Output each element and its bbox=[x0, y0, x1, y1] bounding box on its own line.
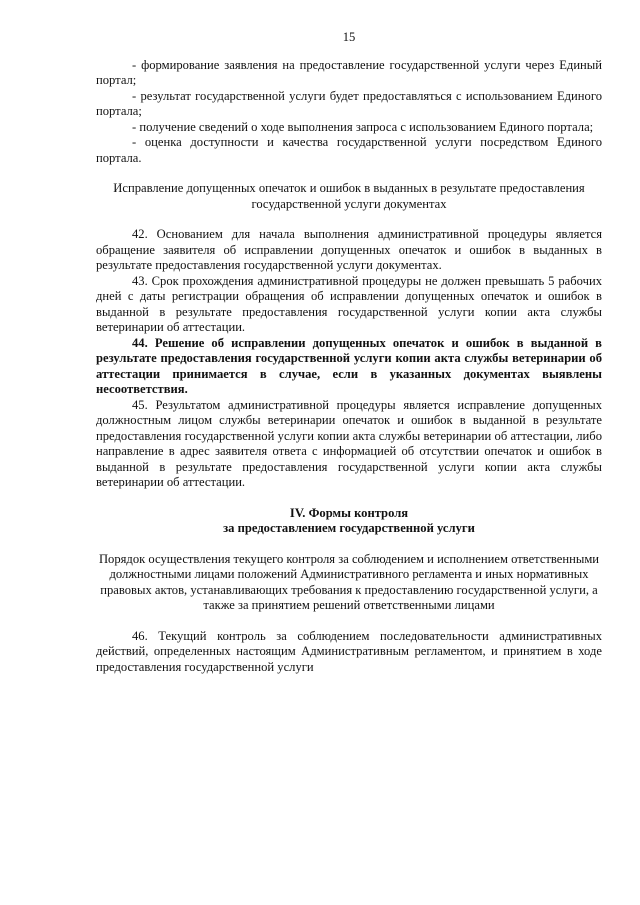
section-title-line-1: IV. Формы контроля bbox=[289, 505, 409, 520]
page-number: 15 bbox=[342, 30, 356, 44]
intro-item-4: - оценка доступности и качества государственной услуги посредством Единого портала. bbox=[96, 135, 602, 165]
subheading-corrections: Исправление допущенных опечаток и ошибок в выданных в результате предоставления государственной услуги документах bbox=[113, 181, 585, 211]
document-page bbox=[96, 30, 602, 675]
paragraph-46: 46. Текущий контроль за соблюдением последовательности административных действий, определенных настоящим Административным регламентом, и принятием в ходе предоставления государственной услуги bbox=[96, 628, 602, 674]
intro-item-3: - получение сведений о ходе выполнения запроса с использованием Единого портала; bbox=[132, 119, 594, 134]
section-title-line-2: за предоставлением государственной услуги bbox=[223, 521, 475, 535]
subheading-control: Порядок осуществления текущего контроля за соблюдением и исполнением ответственными должностными лицами положений Административного регламента и иных нормативных правовых актов, устанавливающих требования к предоставлению государственной услуги, а также за принятием решений ответственными лицами bbox=[98, 551, 600, 612]
paragraph-44: 44. Решение об исправлении допущенных опечаток и ошибок в выданной в результате предоставления государственной услуги копии акта службы ветеринарии об аттестации принимается в случае, если в указанных документах выявлены несоответствия. bbox=[96, 335, 602, 396]
paragraph-45: 45. Результатом административной процедуры является исправление допущенных должностным лицом службы ветеринарии опечаток и ошибок в выданной в результате предоставления государственной услуги копии акта службы ветеринарии об аттестации, либо направление в адрес заявителя ответа с информацией об отсутствии опечаток и ошибок в выданной в результате предоставления государственной услуги копии акта службы ветеринарии об аттестации. bbox=[96, 397, 602, 489]
paragraph-43: 43. Срок прохождения административной процедуры не должен превышать 5 рабочих дней с даты регистрации обращения об исправлении допущенных опечаток и ошибок в выданной в результате предоставления государственной услуги копии акта службы ветеринарии об аттестации. bbox=[96, 273, 602, 334]
paragraph-42: 42. Основанием для начала выполнения административной процедуры является обращение заявителя об исправлении допущенных опечаток и ошибок в выданных в результате предоставления государственной услуги документах. bbox=[96, 227, 602, 272]
intro-item-2: - результат государственной услуги будет предоставляться с использованием Единого портала; bbox=[96, 88, 602, 118]
intro-item-1: - формирование заявления на предоставление государственной услуги через Единый портал; bbox=[96, 57, 602, 87]
